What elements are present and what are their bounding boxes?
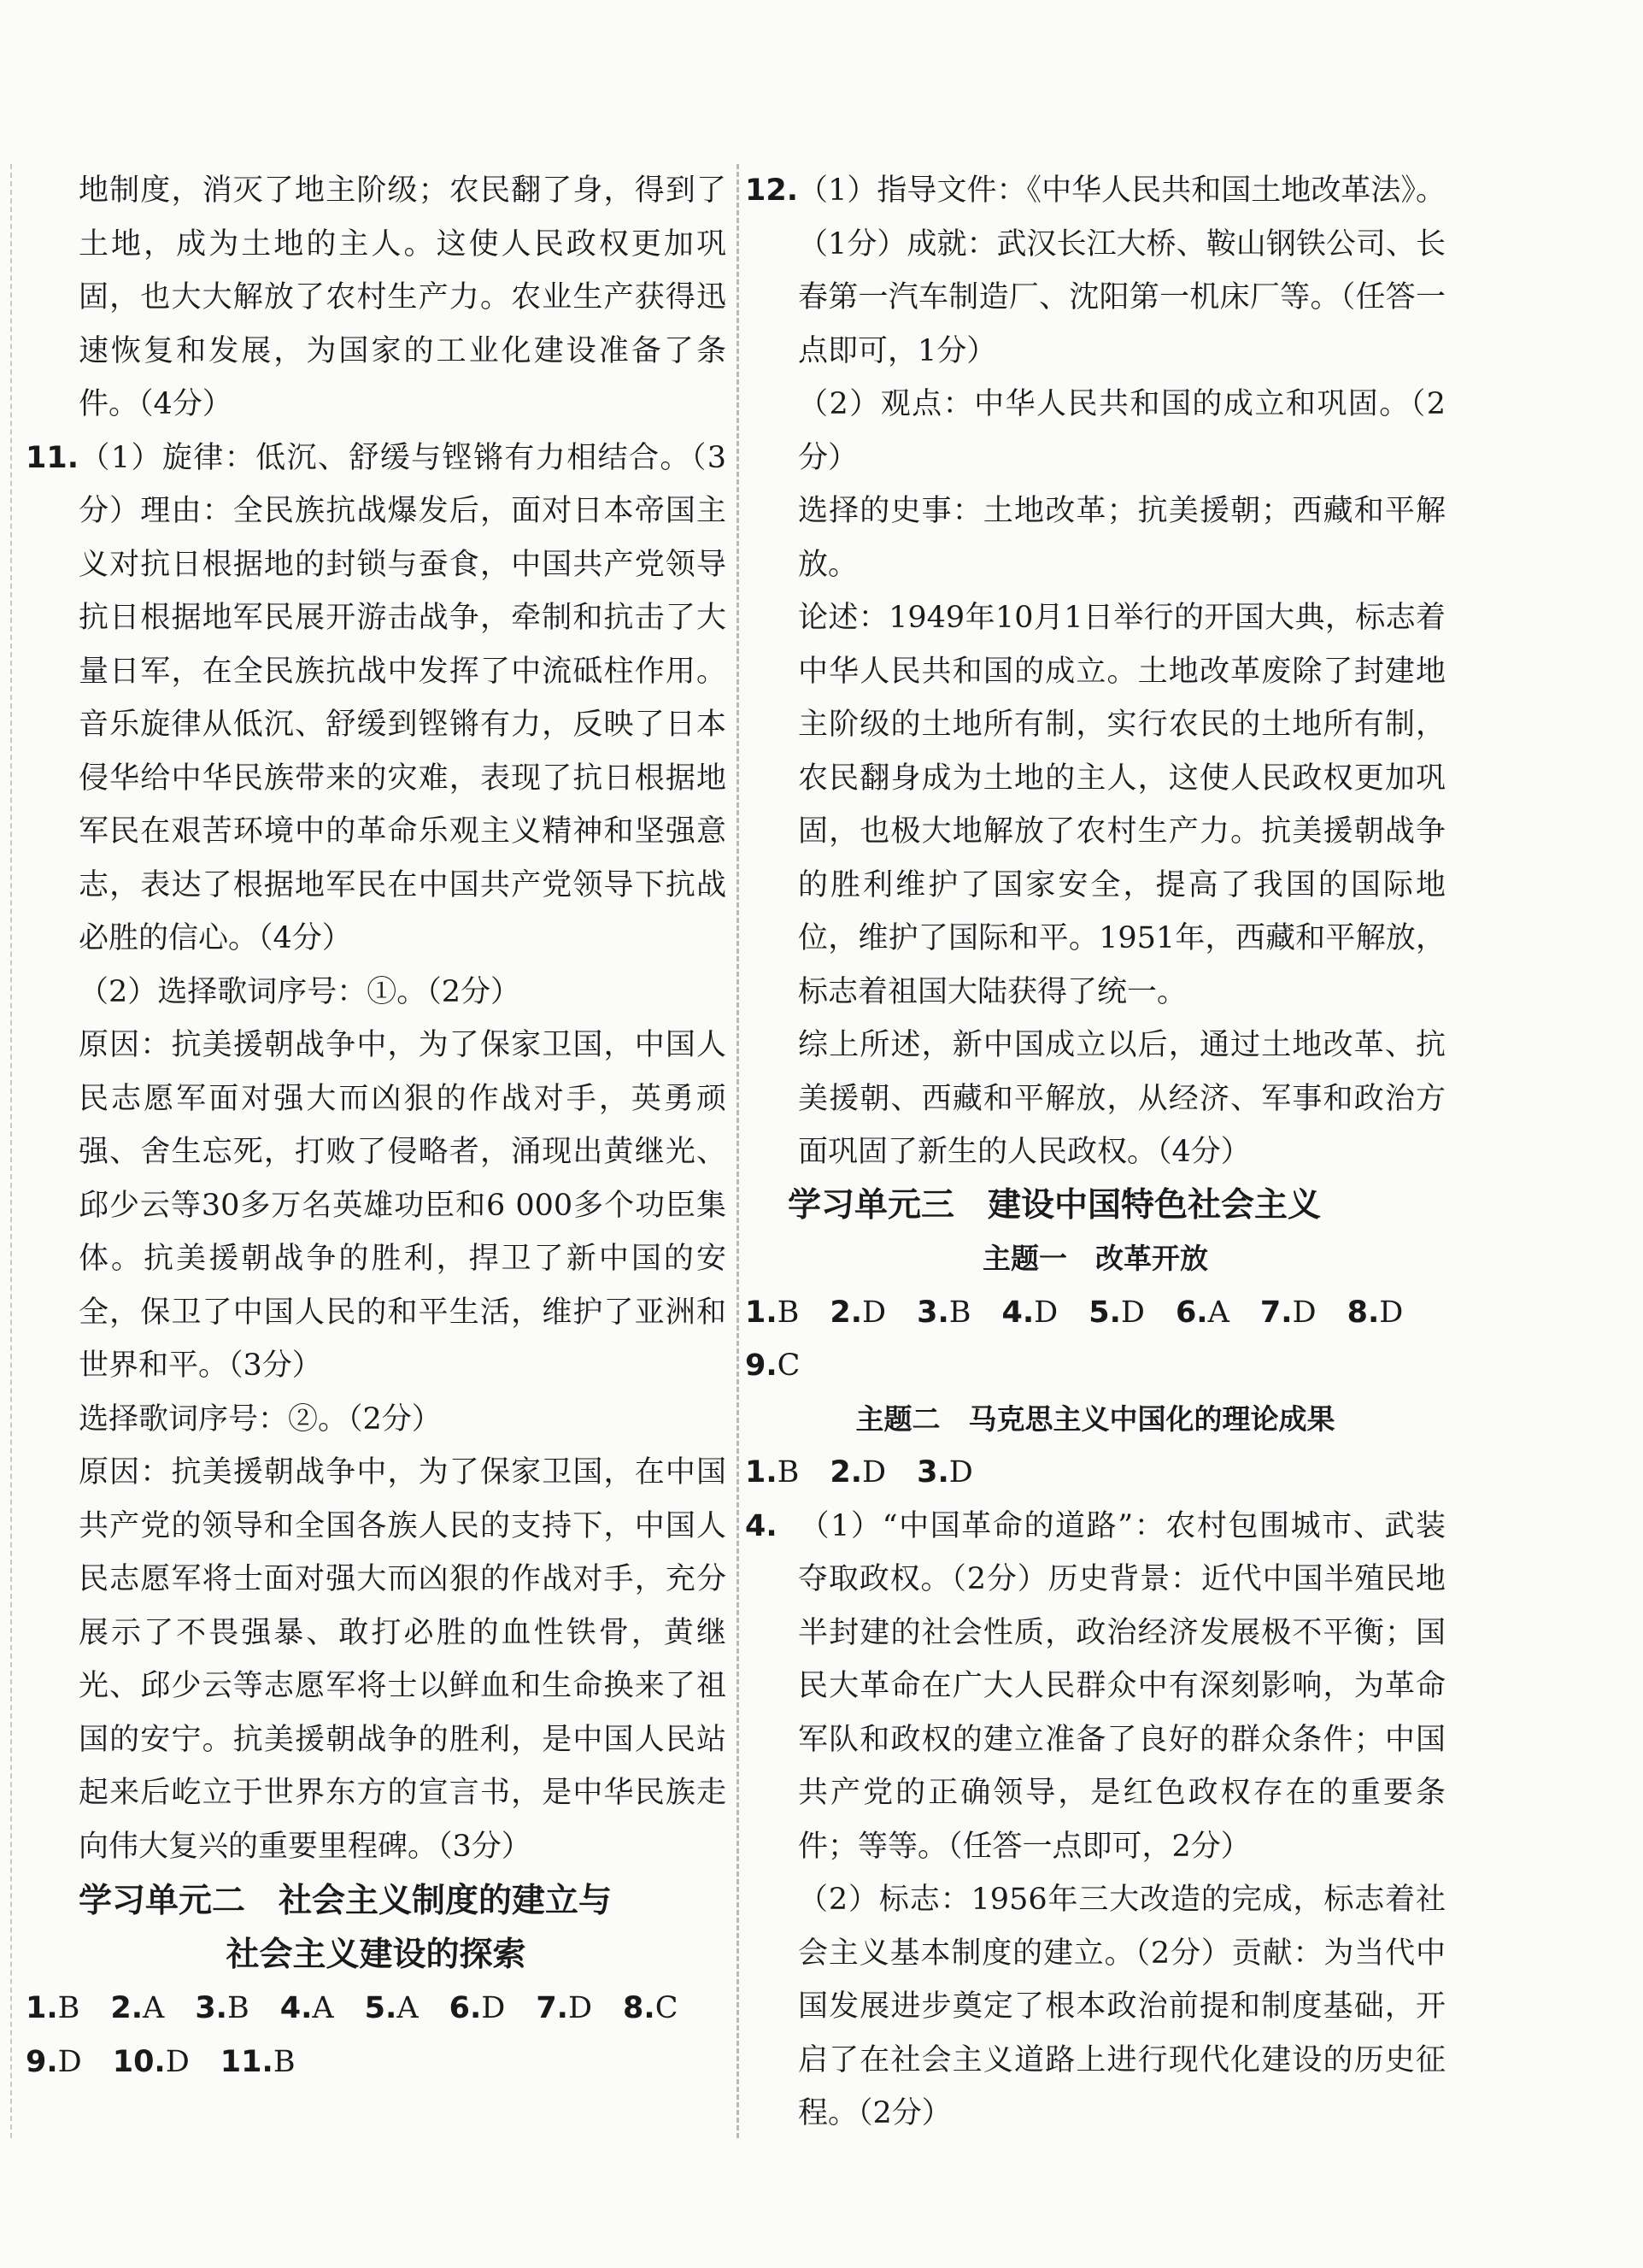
answer-number: 2.: [830, 1455, 863, 1489]
q11-reason1: 原因：抗美援朝战争中，为了保家卫国，中国人民志愿军面对强大而凶狠的作战对手，英勇顽强、舍生忘死，打败了侵略者，涌现出黄继光、邱少云等30多万名英雄功臣和6 000多个功臣集体。抗美援朝战争的胜利，捍卫了新中国的安全，保卫了中国人民的和平生活，维护了亚洲和世界和平。（3分）: [79, 1028, 726, 1383]
answer-letter: D: [948, 1455, 973, 1489]
answer-number: 1.: [26, 1991, 58, 2025]
answer-letter: D: [57, 2044, 82, 2079]
q11-part1: （1）旋律：低沉、舒缓与铿锵有力相结合。（3分）理由：全民族抗战爆发后，面对日本帝国主义对抗日根据地的封锁与蚕食，中国共产党领导抗日根据地军民展开游击战争，牵制和抗击了大量日军，在全民族抗战中发挥了中流砥柱作用。音乐旋律从低沉、舒缓到铿锵有力，反映了日本侵华给中华民族带来的灾难，表现了抗日根据地军民在艰苦环境中的革命乐观主义精神和坚强意志，表达了根据地军民在中国共产党领导下抗战必胜的信心。（4分）: [79, 440, 726, 955]
answer-letter: D: [567, 1991, 593, 2025]
answer-item: [745, 1446, 799, 1500]
answer-letter: D: [1120, 1295, 1145, 1330]
answer-item: [745, 1286, 799, 1340]
page-edge-marker: [10, 164, 12, 2138]
topic1-answer-row: [745, 1286, 1446, 1340]
answer-item: [917, 1446, 973, 1500]
answer-item: [1176, 1286, 1229, 1340]
answer-item: [1260, 1286, 1317, 1340]
q11-part2: （2）选择歌词序号：①。（2分）: [79, 974, 521, 1009]
answer-number: 1.: [745, 1295, 777, 1330]
answer-letter: B: [777, 1295, 800, 1330]
answer-number: 3.: [917, 1295, 949, 1330]
answer-letter: A: [1207, 1295, 1229, 1330]
q12-events: 选择的史事：土地改革；抗美援朝；西藏和平解放。: [798, 494, 1446, 582]
answer-number: 4.: [1001, 1295, 1035, 1330]
answer-number: 7.: [1259, 1295, 1293, 1330]
question-number: 4.: [745, 1508, 777, 1543]
answer-letter: C: [777, 1348, 801, 1383]
answer-number: 7.: [536, 1991, 568, 2025]
answer-number: 5.: [364, 1991, 397, 2025]
answer-number: 2.: [110, 1991, 144, 2025]
answer-letter: C: [654, 1991, 678, 2025]
topic2-title: 主题二 马克思主义中国化的理论成果: [855, 1401, 1335, 1436]
answer-item: [623, 1982, 678, 2036]
answer-number: 5.: [1088, 1295, 1121, 1330]
answer-letter: B: [948, 1295, 971, 1330]
answer-item: [113, 2036, 190, 2089]
q12-summary: 综上所述，新中国成立以后，通过土地改革、抗美援朝、西藏和平解放，从经济、军事和政治方面巩固了新生的人民政权。（4分）: [798, 1028, 1446, 1169]
answer-letter: B: [57, 1991, 80, 2025]
unit2-answer-row: [26, 2036, 726, 2089]
answer-item: [195, 1982, 249, 2036]
unit3-title: 学习单元三 建设中国特色社会主义: [788, 1185, 1322, 1225]
topic1-title: 主题一 改革开放: [983, 1242, 1208, 1275]
right-column: [745, 164, 1446, 2141]
unit2-answer-row: [26, 1982, 726, 2036]
answer-number: 10.: [112, 2044, 166, 2079]
question-11: [26, 432, 726, 966]
answer-letter: D: [862, 1295, 887, 1330]
unit2-title-line2: 社会主义建设的探索: [226, 1935, 526, 1974]
answer-item: [26, 1982, 79, 2036]
answer-item: [830, 1286, 886, 1340]
q12-argument: 论述：1949年10月1日举行的开国大典，标志着中华人民共和国的成立。土地改革废除了封建地主阶级的土地所有制，实行农民的土地所有制，农民翻身成为土地的主人，这使人民政权更加巩固，也极大地解放了农村生产力。抗美援朝战争的胜利维护了国家安全，提高了我国的国际地位，维护了国际和平。1951年，西藏和平解放，标志着祖国大陆获得了统一。: [798, 601, 1446, 1009]
question-number: 11.: [26, 440, 79, 475]
answer-number: 8.: [623, 1991, 655, 2025]
answer-item: [917, 1286, 971, 1340]
answer-item: [745, 1339, 800, 1393]
answer-letter: A: [312, 1991, 334, 2025]
q4-part1: （1）“中国革命的道路”：农村包围城市、武装夺取政权。（2分）历史背景：近代中国半殖民地半封建的社会性质，政治经济发展极不平衡；国民大革命在广大人民群众中有深刻影响，为革命军队和政权的建立准备了良好的群众条件；中国共产党的正确领导，是红色政权存在的重要条件；等等。（任答一点即可，2分）: [798, 1508, 1446, 1864]
answer-letter: D: [862, 1455, 887, 1489]
q4-part2: （2）标志：1956年三大改造的完成，标志着社会主义基本制度的建立。（2分）贡献：为当代中国发展进步奠定了根本政治前提和制度基础，开启了在社会主义道路上进行现代化建设的历史征程。（2分）: [798, 1883, 1446, 2130]
answer-number: 9.: [26, 2044, 58, 2079]
answer-number: 8.: [1347, 1295, 1380, 1330]
topic1-answer-row: [745, 1339, 1446, 1393]
question-number: 12.: [745, 173, 799, 208]
answer-number: 4.: [279, 1991, 313, 2025]
answer-number: 2.: [830, 1295, 863, 1330]
answer-item: [1347, 1286, 1404, 1340]
q12-part1: （1）指导文件：《中华人民共和国土地改革法》。（1分）成就：武汉长江大桥、鞍山钢铁公司、长春第一汽车制造厂、沈阳第一机床厂等。（任答一点即可，1分）: [798, 173, 1446, 368]
answer-item: [830, 1446, 886, 1500]
answer-item: [280, 1982, 334, 2036]
answer-letter: D: [1379, 1295, 1404, 1330]
question-4: [745, 1500, 1446, 1874]
q12-part2: （2）观点：中华人民共和国的成立和巩固。（2分）: [798, 387, 1446, 475]
answer-letter: D: [1292, 1295, 1317, 1330]
answer-item: [1002, 1286, 1059, 1340]
answer-number: 9.: [745, 1348, 777, 1383]
answer-number: 3.: [195, 1991, 227, 2025]
answer-item: [220, 2036, 296, 2089]
answer-letter: B: [226, 1991, 249, 2025]
answer-item: [536, 1982, 592, 2036]
answer-letter: A: [396, 1991, 419, 2025]
answer-letter: D: [165, 2044, 190, 2079]
q11-reason2: 原因：抗美援朝战争中，为了保家卫国，在中国共产党的领导和全国各族人民的支持下，中国人民志愿军将士面对强大而凶狠的作战对手，充分展示了不畏强暴、敢打必胜的血性铁骨，黄继光、邱少云等志愿军将士以鲜血和生命换来了祖国的安宁。抗美援朝战争的胜利，是中国人民站起来后屹立于世界东方的宣言书，是中华民族走向伟大复兴的重要里程碑。（3分）: [79, 1455, 726, 1864]
answer-letter: D: [1034, 1295, 1059, 1330]
q10-continuation: 地制度，消灭了地主阶级；农民翻了身，得到了土地，成为土地的主人。这使人民政权更加巩固，也大大解放了农村生产力。农业生产获得迅速恢复和发展，为国家的工业化建设准备了条件。（4分）: [79, 173, 726, 421]
answer-number: 6.: [1175, 1295, 1208, 1330]
topic2-answer-row: [745, 1446, 1446, 1500]
answer-number: 11.: [220, 2044, 273, 2079]
answer-letter: B: [777, 1455, 800, 1489]
answer-number: 3.: [917, 1455, 949, 1489]
q11-part2-alt: 选择歌词序号：②。（2分）: [79, 1401, 442, 1437]
unit2-title-line1: 学习单元二 社会主义制度的建立与: [79, 1882, 613, 1920]
answer-item: [449, 1982, 506, 2036]
answer-number: 6.: [449, 1991, 482, 2025]
answer-letter: B: [273, 2044, 296, 2079]
answer-letter: D: [481, 1991, 506, 2025]
answer-item: [110, 1982, 164, 2036]
answer-item: [365, 1982, 419, 2036]
answer-item: [26, 2036, 82, 2089]
left-column: [26, 164, 726, 2089]
answer-letter: A: [143, 1991, 165, 2025]
column-divider: [736, 164, 739, 2138]
answer-item: [1088, 1286, 1145, 1340]
question-12: [745, 164, 1446, 378]
answer-number: 1.: [745, 1455, 777, 1489]
